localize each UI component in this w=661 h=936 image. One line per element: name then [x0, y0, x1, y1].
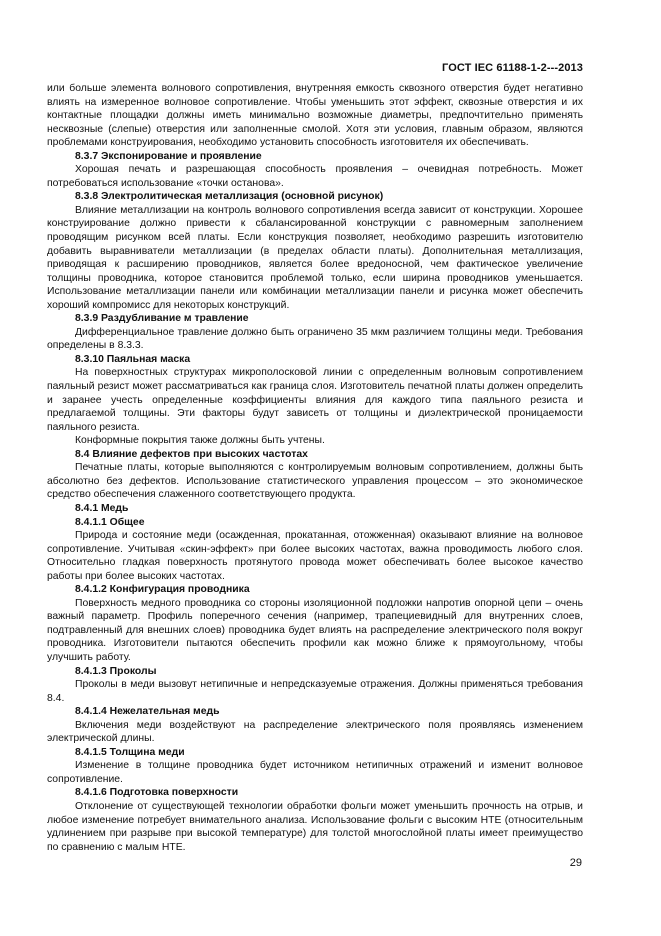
section-heading: 8.4.1.5 Толщина меди	[75, 746, 185, 758]
section-heading: 8.4 Влияние дефектов при высоких частотах	[75, 448, 308, 460]
body-paragraph: Проколы в меди вызовут нетипичные и непредсказуемые отражения. Должны применяться требования 8.4.	[47, 679, 583, 704]
body-paragraph: Дифференциальное травление должно быть ограничено 35 мкм различием толщины меди. Требования определены в 8.3.3.	[47, 326, 583, 352]
body-paragraph: Хорошая печать и разрешающая способность проявления – очевидная потребность. Может потребоваться использование «точки останова».	[47, 164, 583, 189]
section-heading: 8.3.7 Экспонирование и проявление	[75, 150, 262, 162]
document-body	[47, 82, 583, 854]
body-paragraph: Конформные покрытия также должны быть учтены.	[75, 435, 325, 447]
body-paragraph: На поверхностных структурах микрополосковой линии с определенным волновым сопротивлением паяльный резист может рассматриваться как граница слоя. Изготовитель печатной платы должен определить и заранее учесть определенные коэффициенты влияния для каждого типа паяльного резиста и предлагаемой толщины. Эти факторы будут зависеть от толщины и диэлектрической проницаемости паяльного резиста.	[47, 367, 583, 433]
body-paragraph: Отклонение от существующей технологии обработки фольги может уменьшить прочность на отрыв, и любое изменение потребует внимательного анализа. Использование фольги с высоким НТЕ (относительным удлинением при разрыве при высокой температуре) для толстой многослойной платы имеет преимущество по сравнению с малым НТЕ.	[47, 800, 583, 853]
body-paragraph: Печатные платы, которые выполняются с контролируемым волновым сопротивлением, должны быть абсолютно без дефектов. Использование статистического управления процессом – это экономическое средство обеспечения слаженного соответствующего продукта.	[47, 462, 583, 501]
section-heading: 8.4.1.6 Подготовка поверхности	[75, 787, 239, 799]
section-heading: 8.3.8 Электролитическая металлизация (основной рисунок)	[75, 191, 384, 203]
body-paragraph: или больше элемента волнового сопротивления, внутренняя емкость сквозного отверстия будет негативно влиять на измеренное волновое сопротивление. Чтобы уменьшить этот эффект, сквозные отверстия и их контактные площадки должны иметь минимально возможные диаметры, предпочтительно применять несквозные (слепые) отверстия или заполненные смолой. Хотя эти условия, главным образом, являются проблемами конструирования, необходимо установить способность изготовителя их обеспечивать.	[47, 83, 583, 149]
section-heading: 8.4.1 Медь	[75, 502, 129, 514]
body-paragraph: Поверхность медного проводника со стороны изоляционной подложки напротив опорной цепи – очень важный параметр. Профиль поперечного сечения (например, трапециевидный для внутренних слоев, подтравленный для внешних слоев) проводника будет влиять на распределение электрического поля вокруг проводника. Изготовители пытаются обеспечить профили как можно ближе к прямоугольному, чтобы улучшить работу.	[47, 597, 583, 663]
section-heading: 8.4.1.4 Нежелательная медь	[75, 706, 220, 718]
section-heading: 8.4.1.2 Конфигурация проводника	[75, 584, 250, 596]
section-heading: 8.3.10 Паяльная маска	[75, 353, 191, 365]
body-paragraph: Изменение в толщине проводника будет источником нетипичных отражений и изменит волновое сопротивление.	[47, 760, 583, 785]
body-paragraph: Влияние металлизации на контроль волнового сопротивления всегда зависит от конструкции. Хорошее конструирование должно привести к сбалансированной конструкции с равномерным заполнением проводящим рисунком всей платы. Если конструкция позволяет, необходимо разрешить изготовителю добавить выравниватели металлизации (в пределах области платы). Дополнительная металлизация, приводящая к расширению проводников, является более вредоносной, чем фактическое увеличение толщины проводника, которое становится проблемой только, если ширина проводников уменьшается. Использование металлизации панели или комбинации металлизации панели и рисунка может обеспечить хороший компромисс для некоторых конструкций.	[47, 204, 583, 311]
standard-code-header: ГОСТ IEC 61188-1-2---2013	[442, 62, 583, 74]
page-number: 29	[569, 857, 582, 869]
section-heading: 8.3.9 Раздубливание м травление	[75, 313, 249, 325]
body-paragraph: Включения меди воздействуют на распределение электрического поля проявляясь изменением электрической длины.	[47, 719, 583, 745]
section-heading: 8.4.1.3 Проколы	[75, 665, 157, 677]
body-paragraph: Природа и состояние меди (осажденная, прокатанная, отожженная) оказывают влияние на волновое сопротивление. Учитывая «скин-эффект» при более высоких частотах, важна проводимость любого слоя. Относительно гладкая поверхность протянутого провода может обеспечивать более высокое качество работы при более высоких частотах.	[47, 530, 583, 582]
section-heading: 8.4.1.1 Общее	[75, 516, 145, 528]
